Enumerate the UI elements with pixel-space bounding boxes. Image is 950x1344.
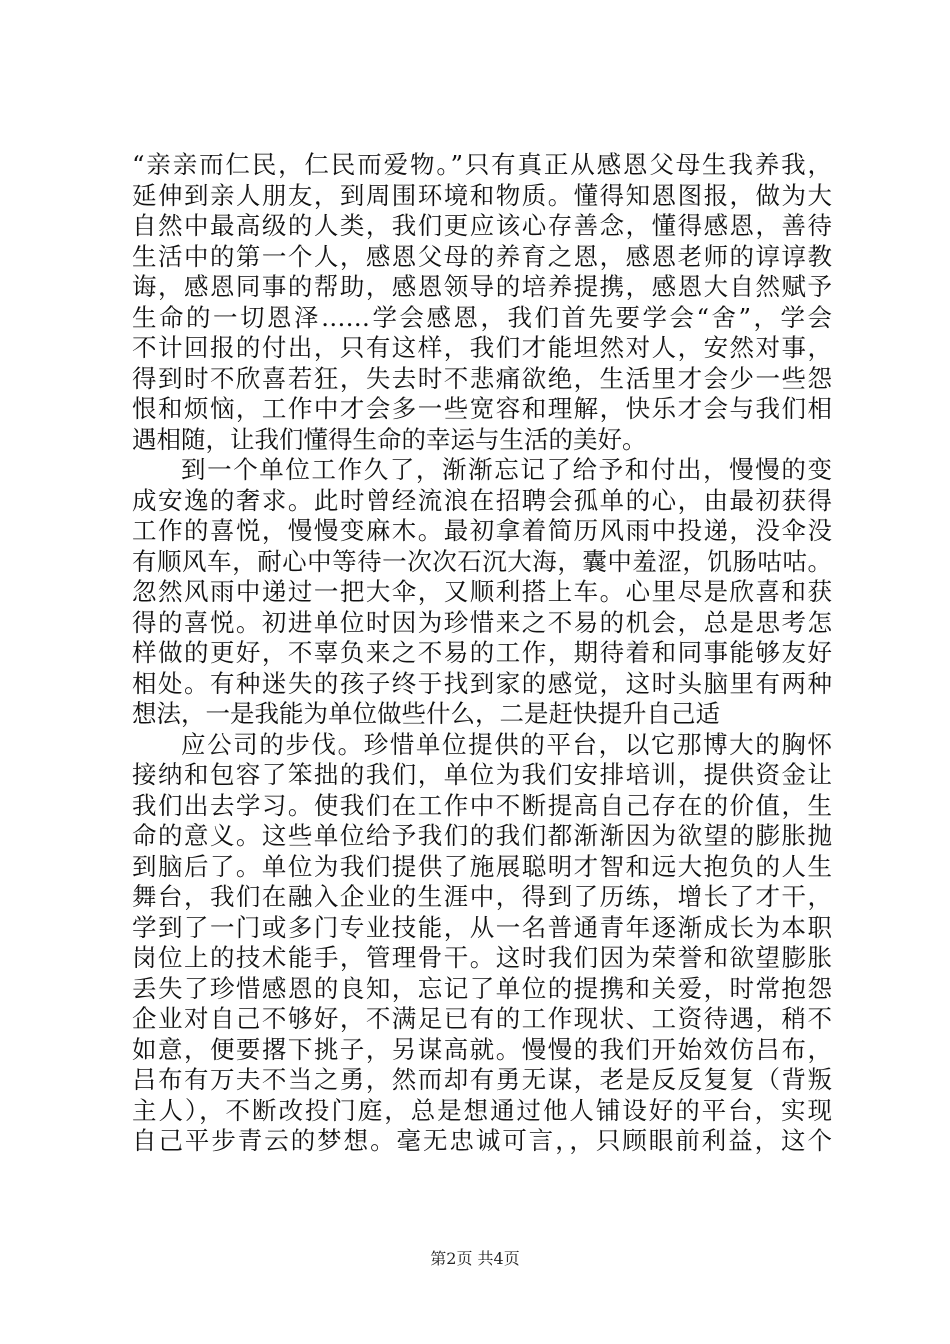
- text-line: 丢失了珍惜感恩的良知，忘记了单位的提携和关爱，时常抱怨: [132, 973, 832, 1003]
- text-line: 如意，便要撂下挑子，另谋高就。慢慢的我们开始效仿吕布，: [132, 1034, 832, 1064]
- text-line: 主人），不断改投门庭，总是想通过他人铺设好的平台，实现: [132, 1095, 832, 1125]
- text-line: 遇相随，让我们懂得生命的幸运与生活的美好。: [132, 424, 647, 454]
- text-line: 样做的更好，不辜负来之不易的工作，期待着和同事能够友好: [132, 638, 832, 667]
- text-line: 我们出去学习。使我们在工作中不断提高自己存在的价值，生: [132, 790, 832, 820]
- page-number: 第2页 共4页: [430, 1249, 520, 1268]
- text-line: 有顺风车，耐心中等待一次次石沉大海，囊中羞涩，饥肠咕咕。: [132, 546, 832, 576]
- text-line: 得到时不欣喜若狂，失去时不悲痛欲绝，生活里才会少一些怨: [132, 363, 832, 393]
- text-line: 恨和烦恼，工作中才会多一些宽容和理解，快乐才会与我们相: [132, 394, 832, 423]
- text-line: 生命的一切恩泽……学会感恩，我们首先要学会“舍”，学会: [132, 302, 832, 332]
- text-line: 舞台，我们在融入企业的生涯中，得到了历练，增长了才干，: [132, 882, 832, 911]
- text-line: 成安逸的奢求。此时曾经流浪在招聘会孤单的心，由最初获得: [132, 485, 832, 515]
- text-line: 学到了一门或多门专业技能，从一名普通青年逐渐成长为本职: [132, 912, 832, 942]
- body-text: [132, 150, 832, 1157]
- page-footer: [0, 1246, 950, 1269]
- text-line: 延伸到亲人朋友，到周围环境和物质。懂得知恩图报，做为大: [132, 180, 832, 210]
- text-line: 自然中最高级的人类，我们更应该心存善念，懂得感恩，善待: [132, 211, 832, 240]
- text-line: 应公司的步伐。珍惜单位提供的平台，以它那博大的胸怀: [181, 729, 832, 759]
- text-line: 到脑后了。单位为我们提供了施展聪明才智和远大抱负的人生: [132, 851, 832, 881]
- text-line: 自己平步青云的梦想。毫无忠诚可言，，只顾眼前利益，这个: [132, 1126, 832, 1155]
- text-line: 工作的喜悦，慢慢变麻木。最初拿着简历风雨中投递，没伞没: [132, 516, 832, 545]
- text-line: 命的意义。这些单位给予我们的我们都渐渐因为欲望的膨胀抛: [132, 821, 832, 850]
- text-line: 相处。有种迷失的孩子终于找到家的感觉，这时头脑里有两种: [132, 668, 832, 698]
- text-line: 诲，感恩同事的帮助，感恩领导的培养提携，感恩大自然赋予: [132, 272, 832, 301]
- text-line: 企业对自己不够好，不满足已有的工作现状、工资待遇，稍不: [132, 1004, 832, 1033]
- text-line: 到一个单位工作久了，渐渐忘记了给予和付出，慢慢的变: [181, 455, 832, 484]
- text-line: 得的喜悦。初进单位时因为珍惜来之不易的机会，总是思考怎: [132, 607, 832, 637]
- text-line: 接纳和包容了笨拙的我们，单位为我们安排培训，提供资金让: [132, 760, 832, 789]
- text-line: 不计回报的付出，只有这样，我们才能坦然对人，安然对事，: [132, 333, 832, 362]
- text-line: 吕布有万夫不当之勇，然而却有勇无谋，老是反反复复（背叛: [132, 1065, 832, 1094]
- text-line: “亲亲而仁民，仁民而爱物。”只有真正从感恩父母生我养我，: [132, 150, 832, 179]
- text-line: 忽然风雨中递过一把大伞，又顺利搭上车。心里尽是欣喜和获: [132, 577, 832, 606]
- text-line: 岗位上的技术能手，管理骨干。这时我们因为荣誉和欲望膨胀: [132, 943, 832, 972]
- text-line: 想法，一是我能为单位做些什么，二是赶快提升自己适: [132, 699, 720, 728]
- text-line: 生活中的第一个人，感恩父母的养育之恩，感恩老师的谆谆教: [132, 241, 832, 271]
